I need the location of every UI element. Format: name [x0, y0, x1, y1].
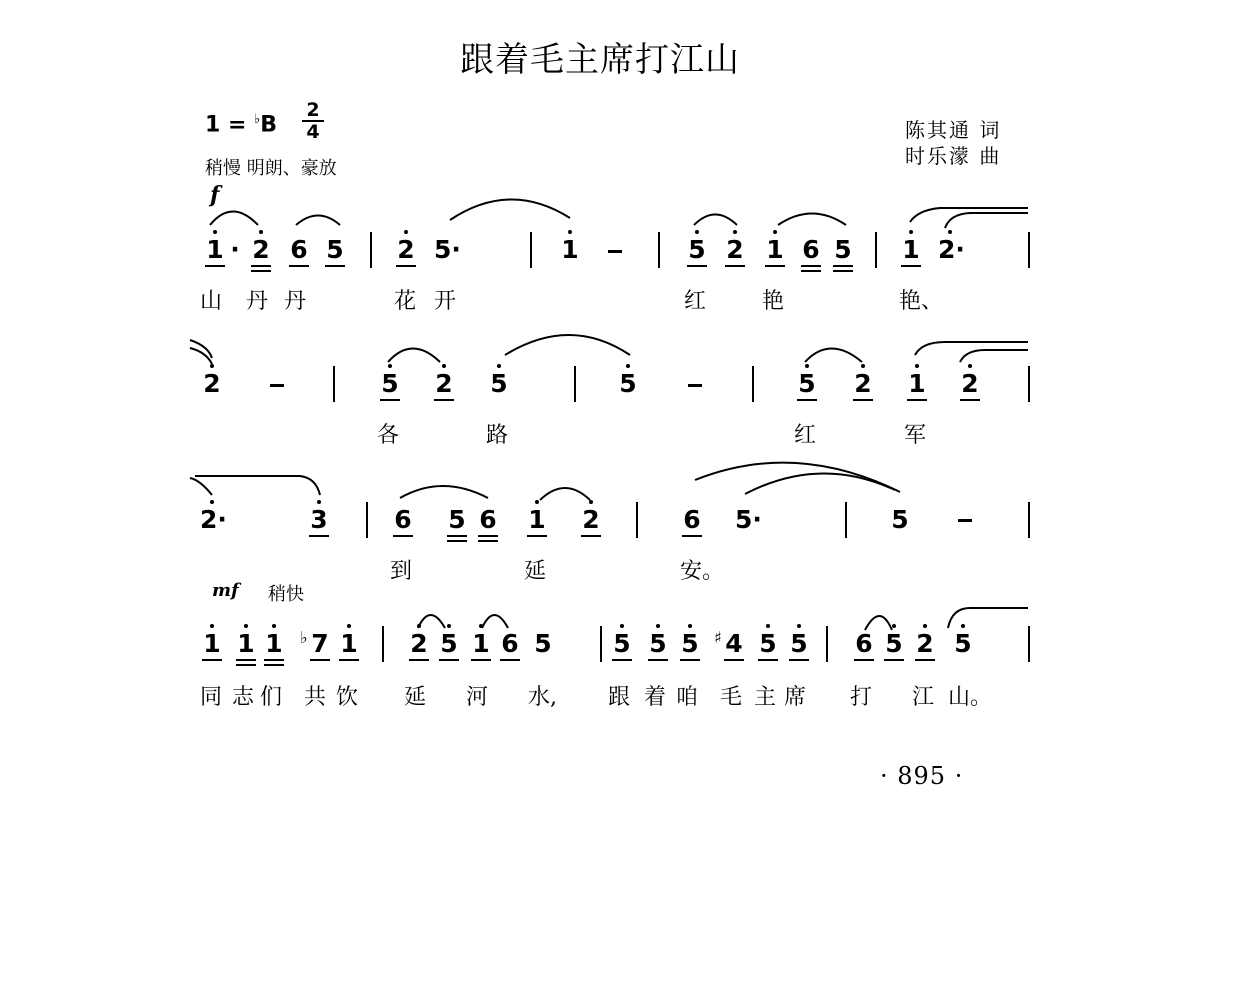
note: 2 [851, 370, 875, 398]
slur [190, 340, 212, 358]
slur [960, 350, 1028, 362]
song-title: 跟着毛主席打江山 [460, 40, 740, 80]
barline [1028, 366, 1030, 402]
note: 5 [951, 630, 975, 658]
note: 2 [394, 236, 418, 264]
lyric-syllable: 打 [850, 685, 873, 710]
lyric-syllable: 志 [232, 685, 255, 710]
tempo-marking: 稍慢 明朗、豪放 [205, 158, 337, 179]
lyric-syllable: 到 [390, 559, 413, 584]
lyric-syllable: 艳 [762, 289, 785, 314]
barline [845, 502, 847, 538]
note: 1 [558, 236, 582, 264]
key-letter: B [260, 112, 278, 138]
sharp-icon: ♯ [714, 628, 722, 647]
note: 1 [203, 236, 227, 264]
slur [695, 463, 900, 492]
slur [482, 615, 508, 628]
lyric-syllable: 山 [200, 289, 223, 314]
time-numerator: 2 [302, 100, 324, 122]
lyric-syllable: 丹 [284, 289, 307, 314]
lyric-syllable: 路 [486, 423, 509, 448]
barline [658, 232, 660, 268]
lyric-syllable: 丹 [246, 289, 269, 314]
lyric-syllable: 主 [754, 685, 777, 710]
note: 6 [680, 506, 704, 534]
barline [1028, 626, 1030, 662]
lyric-syllable: 毛 [720, 685, 743, 710]
note: 6 [287, 236, 311, 264]
slur [195, 476, 320, 495]
lyric-syllable: 席 [784, 685, 807, 710]
lyric-syllable: 各 [377, 423, 400, 448]
time-denominator: 4 [306, 121, 320, 143]
note: 6 [391, 506, 415, 534]
time-signature [302, 100, 324, 142]
lyric-syllable: 们 [260, 685, 283, 710]
note: ♯ 4 [722, 630, 746, 658]
note: 2 [913, 630, 937, 658]
lyric-syllable: 花 [394, 289, 417, 314]
barline [752, 366, 754, 402]
slur [388, 349, 440, 363]
composer-credit: 时乐濛 曲 [905, 144, 1002, 168]
note-dot: · [230, 235, 240, 264]
slur [540, 488, 590, 500]
note: 5 [685, 236, 709, 264]
extension-dash [270, 384, 284, 387]
note: 5 [610, 630, 634, 658]
lyric-syllable: 共 [304, 685, 327, 710]
barline [370, 232, 372, 268]
extension-dash [688, 384, 702, 387]
note: 1 [763, 236, 787, 264]
lyric-syllable: 红 [794, 423, 817, 448]
slur [745, 473, 895, 494]
note: 2· [200, 506, 224, 534]
note: 2 [407, 630, 431, 658]
note: 2 [200, 370, 224, 398]
note: 6 [799, 236, 823, 264]
note: 5 [891, 505, 909, 534]
note: 5 [616, 370, 640, 398]
barline [636, 502, 638, 538]
note: 6 [498, 630, 522, 658]
key-signature [205, 112, 277, 137]
lyric-syllable: 红 [684, 289, 707, 314]
slur [505, 335, 630, 355]
slur [865, 616, 892, 630]
note: 5 [323, 236, 347, 264]
slur [915, 342, 1028, 355]
note: 6 [852, 630, 876, 658]
lyric-syllable: 山。 [948, 685, 993, 710]
note: 5 [487, 370, 511, 398]
note: 5 [378, 370, 402, 398]
note: 1 [469, 630, 493, 658]
lyric-syllable: 水, [528, 685, 557, 710]
barline [1028, 232, 1030, 268]
slur [450, 199, 570, 220]
slur [210, 212, 258, 226]
lyric-syllable: 军 [904, 423, 927, 448]
slur [910, 208, 1028, 222]
note: 5· [735, 505, 762, 534]
note: 2 [958, 370, 982, 398]
note: 1 [262, 630, 286, 658]
note: ♭ 7 [308, 630, 332, 658]
slur [296, 216, 340, 226]
note: 5 [534, 629, 552, 658]
note: 6 [476, 506, 500, 534]
extension-dash [608, 250, 622, 253]
note: 1 [234, 630, 258, 658]
lyric-syllable: 跟 [608, 685, 631, 710]
slur [945, 213, 1028, 228]
slur [805, 349, 862, 363]
note: 2 [249, 236, 273, 264]
barline [366, 502, 368, 538]
slur [418, 615, 445, 628]
note: 2 [432, 370, 456, 398]
note: 1 [899, 236, 923, 264]
note: 5 [795, 370, 819, 398]
note: 5 [756, 630, 780, 658]
note: 1 [200, 630, 224, 658]
lyricist-credit: 陈其通 词 [905, 118, 1002, 142]
tempo-change: 稍快 [268, 584, 304, 605]
note: 5· [434, 235, 461, 264]
note: 1 [525, 506, 549, 534]
slur [190, 348, 212, 364]
note: 3 [307, 506, 331, 534]
lyric-syllable: 安。 [680, 559, 725, 584]
note: 5 [882, 630, 906, 658]
slur [694, 215, 737, 226]
slur [948, 608, 1028, 628]
lyric-syllable: 开 [434, 289, 457, 314]
lyric-syllable: 江 [912, 685, 935, 710]
flat-icon: ♭ [300, 628, 308, 647]
note: 5 [831, 236, 855, 264]
barline [574, 366, 576, 402]
barline [333, 366, 335, 402]
note: 5 [678, 630, 702, 658]
barline [382, 626, 384, 662]
note: 1 [337, 630, 361, 658]
dynamic-mezzo-forte: mf [212, 580, 239, 601]
barline [600, 626, 602, 662]
page-number: · 895 · [880, 762, 964, 790]
flat-icon: ♭ [254, 112, 261, 127]
key-equals: = [227, 112, 247, 138]
note: 2 [723, 236, 747, 264]
barline [530, 232, 532, 268]
barline [875, 232, 877, 268]
note: 5 [437, 630, 461, 658]
note: 1 [905, 370, 929, 398]
lyric-syllable: 河 [466, 685, 489, 710]
note: 2· [938, 236, 962, 264]
lyric-syllable: 艳、 [899, 289, 944, 314]
slur [778, 214, 846, 226]
barline [1028, 502, 1030, 538]
barline [826, 626, 828, 662]
lyric-syllable: 饮 [336, 685, 359, 710]
note: 5 [646, 630, 670, 658]
note: 5 [445, 506, 469, 534]
slur [400, 486, 488, 498]
lyric-syllable: 延 [404, 685, 427, 710]
note: 5 [787, 630, 811, 658]
lyric-syllable: 咱 [676, 685, 699, 710]
slur [190, 478, 212, 495]
lyric-syllable: 着 [644, 685, 667, 710]
key-tonic: 1 [205, 112, 221, 138]
lyric-syllable: 延 [524, 559, 547, 584]
extension-dash [958, 519, 972, 522]
dynamic-forte: f [210, 182, 220, 208]
note: 2 [579, 506, 603, 534]
lyric-syllable: 同 [200, 685, 223, 710]
